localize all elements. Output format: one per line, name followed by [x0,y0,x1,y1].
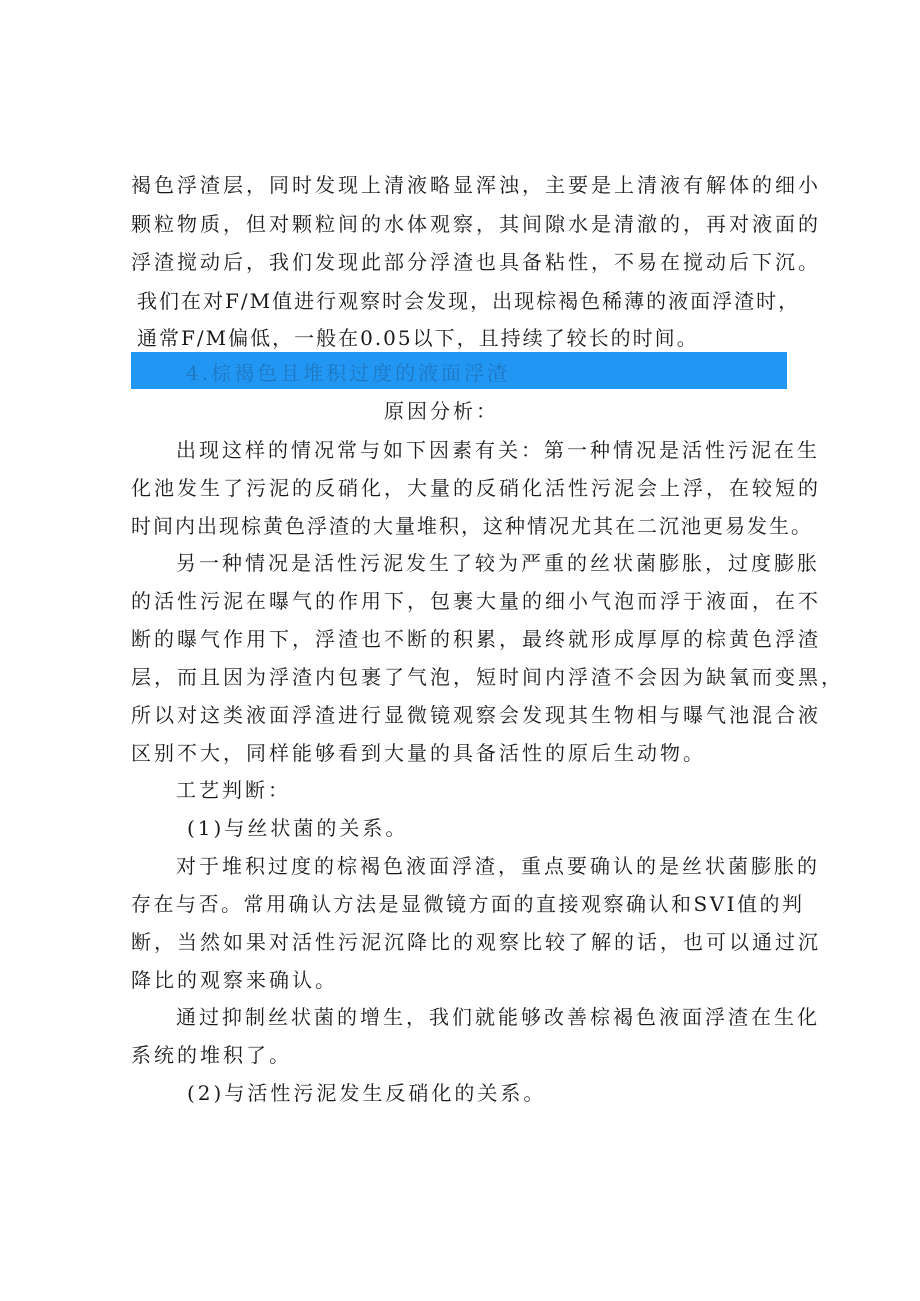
paragraph-line: 的活性污泥在曝气的作用下，包裹大量的细小气泡而浮于液面，在不 [131,589,821,613]
paragraph-line: 通常F/M偏低，一般在0.05以下，且持续了较长的时间。 [137,326,699,350]
paragraph-line: 存在与否。常用确认方法是显微镜方面的直接观察确认和SVI值的判 [131,892,805,916]
paragraph-line: 系统的堆积了。 [131,1043,292,1067]
paragraph-line: 断，当然如果对活性污泥沉降比的观察比较了解的话，也可以通过沉 [131,930,821,954]
paragraph-line: 出现这样的情况常与如下因素有关：第一种情况是活性污泥在生 [176,438,820,462]
list-item: (1)与丝状菌的关系。 [187,816,409,840]
paragraph-line: 区别不大，同样能够看到大量的具备活性的原后生动物。 [131,741,706,765]
list-item: (2)与活性污泥发生反硝化的关系。 [187,1081,547,1105]
process-judgment-label: 工艺判断： [176,778,291,802]
paragraph-line: 断的曝气作用下，浮渣也不断的积累，最终就形成厚厚的棕黄色浮渣 [131,627,821,651]
paragraph-line: 对于堆积过度的棕褐色液面浮渣，重点要确认的是丝状菌膨胀的 [176,854,820,878]
paragraph-line: 另一种情况是活性污泥发生了较为严重的丝状菌膨胀，过度膨胀 [176,551,820,575]
cause-analysis-label: 原因分析： [384,399,499,423]
paragraph-line: 颗粒物质，但对颗粒间的水体观察，其间隙水是清澈的，再对液面的 [131,212,821,236]
section-heading: 4.棕褐色且堆积过度的液面浮渣 [186,361,511,385]
paragraph-line: 通过抑制丝状菌的增生，我们就能够改善棕褐色液面浮渣在生化 [176,1005,820,1029]
paragraph-line: 化池发生了污泥的反硝化，大量的反硝化活性污泥会上浮，在较短的 [131,476,821,500]
paragraph-line: 褐色浮渣层，同时发现上清液略显浑浊，主要是上清液有解体的细小 [131,173,821,197]
paragraph-line: 层，而且因为浮渣内包裹了气泡，短时间内浮渣不会因为缺氧而变黑， [131,665,844,689]
paragraph-line: 所以对这类液面浮渣进行显微镜观察会发现其生物相与曝气池混合液 [131,703,821,727]
paragraph-line: 时间内出现棕黄色浮渣的大量堆积，这种情况尤其在二沉池更易发生。 [131,514,813,538]
paragraph-line: 浮渣搅动后，我们发现此部分浮渣也具备粘性，不易在搅动后下沉。 [131,250,821,274]
paragraph-line: 降比的观察来确认。 [131,968,338,992]
paragraph-line: 我们在对F/M值进行观察时会发现，出现棕褐色稀薄的液面浮渣时， [137,289,801,313]
